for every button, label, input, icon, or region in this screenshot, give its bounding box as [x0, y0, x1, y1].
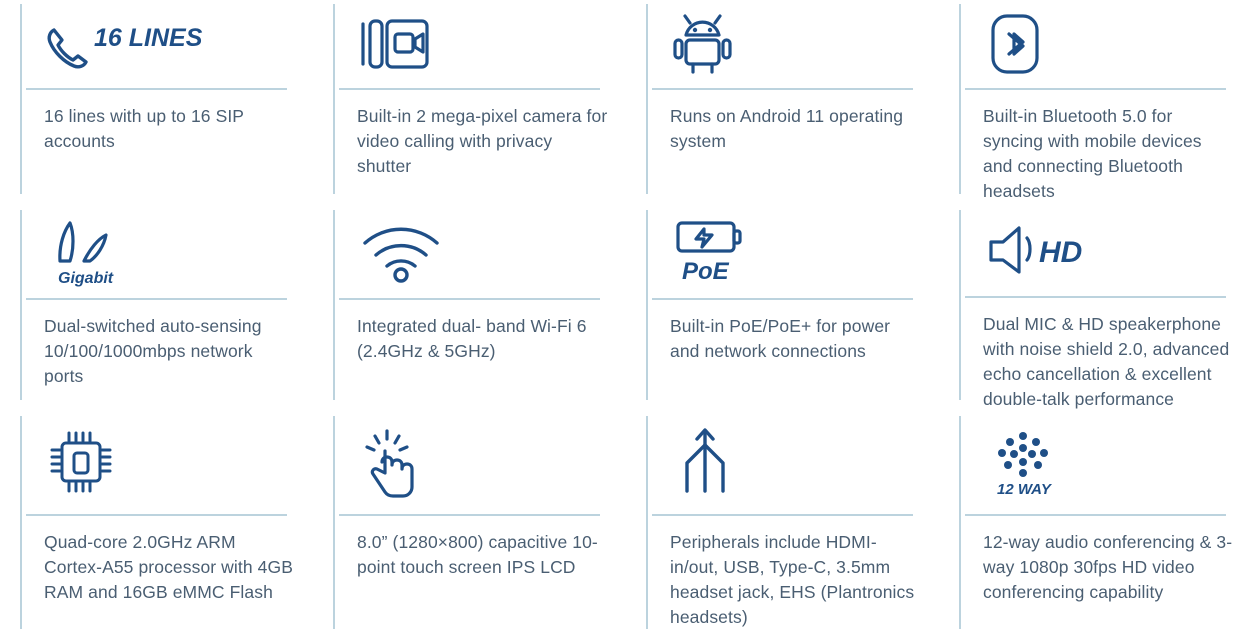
feature-card-gigabit	[0, 206, 313, 412]
feature-card-bluetooth	[939, 0, 1252, 206]
feature-card-hd-speaker	[939, 206, 1252, 412]
peripherals-connector-icon	[670, 425, 740, 499]
icon-label: 16 LINES	[94, 24, 203, 52]
feature-description: Quad-core 2.0GHz ARM Cortex-A55 processor with 4GB RAM and 16GB eMMC Flash	[44, 532, 293, 602]
icon-container	[652, 206, 921, 298]
feature-description: Built-in 2 mega-pixel camera for video calling with privacy shutter	[357, 106, 608, 176]
phone-16-lines-icon	[44, 16, 214, 72]
feature-description: Dual-switched auto-sensing 10/100/1000mbps network ports	[44, 316, 262, 386]
cpu-chip-icon	[44, 425, 118, 499]
icon-label: PoE	[682, 258, 729, 285]
icon-container	[339, 412, 608, 512]
feature-card-android	[626, 0, 939, 206]
icon-container	[965, 206, 1234, 296]
poe-battery-icon	[670, 217, 754, 287]
feature-card-poe	[626, 206, 939, 412]
icon-container	[26, 0, 295, 88]
icon-label: Gigabit	[58, 270, 114, 287]
icon-container	[652, 0, 921, 88]
feature-description: 8.0” (1280×800) capacitive 10-point touch screen IPS LCD	[357, 532, 598, 577]
12-way-conference-icon	[983, 426, 1063, 498]
icon-container	[26, 412, 295, 512]
android-robot-icon	[670, 13, 740, 75]
icon-label: HD	[1039, 236, 1083, 270]
icon-container	[339, 206, 608, 298]
feature-description: Integrated dual- band Wi-Fi 6 (2.4GHz & 5GHz)	[357, 316, 587, 361]
feature-card-camera	[313, 0, 626, 206]
icon-label: 12 WAY	[997, 481, 1051, 498]
wifi-icon	[357, 221, 451, 283]
icon-container	[965, 0, 1234, 88]
feature-description: 16 lines with up to 16 SIP accounts	[44, 106, 244, 151]
feature-description: Built-in PoE/PoE+ for power and network connections	[670, 316, 891, 361]
icon-container	[965, 412, 1234, 512]
feature-card-peripherals	[626, 412, 939, 641]
icon-container	[339, 0, 608, 88]
feature-card-cpu	[0, 412, 313, 641]
bluetooth-icon	[983, 12, 1047, 76]
feature-description: Runs on Android 11 operating system	[670, 106, 904, 151]
icon-container	[652, 412, 921, 512]
touch-gesture-icon	[357, 425, 423, 499]
video-camera-phone-icon	[357, 14, 437, 74]
feature-card-wifi	[313, 206, 626, 412]
feature-description: 12-way audio conferencing & 3-way 1080p 30fps HD video conferencing capability	[983, 532, 1233, 602]
feature-card-touchscreen	[313, 412, 626, 641]
feature-card-16-lines	[0, 0, 313, 206]
feature-card-12-way	[939, 412, 1252, 641]
feature-description: Dual MIC & HD speakerphone with noise shield 2.0, advanced echo cancellation & excellent double-talk performance	[983, 314, 1230, 409]
feature-description: Peripherals include HDMI-in/out, USB, Type-C, 3.5mm headset jack, EHS (Plantronics headsets)	[670, 532, 915, 627]
feature-description: Built-in Bluetooth 5.0 for syncing with mobile devices and connecting Bluetooth headsets	[983, 106, 1202, 201]
icon-container	[26, 206, 295, 298]
gigabit-ethernet-icon	[44, 215, 144, 289]
hd-speaker-icon	[983, 220, 1099, 282]
